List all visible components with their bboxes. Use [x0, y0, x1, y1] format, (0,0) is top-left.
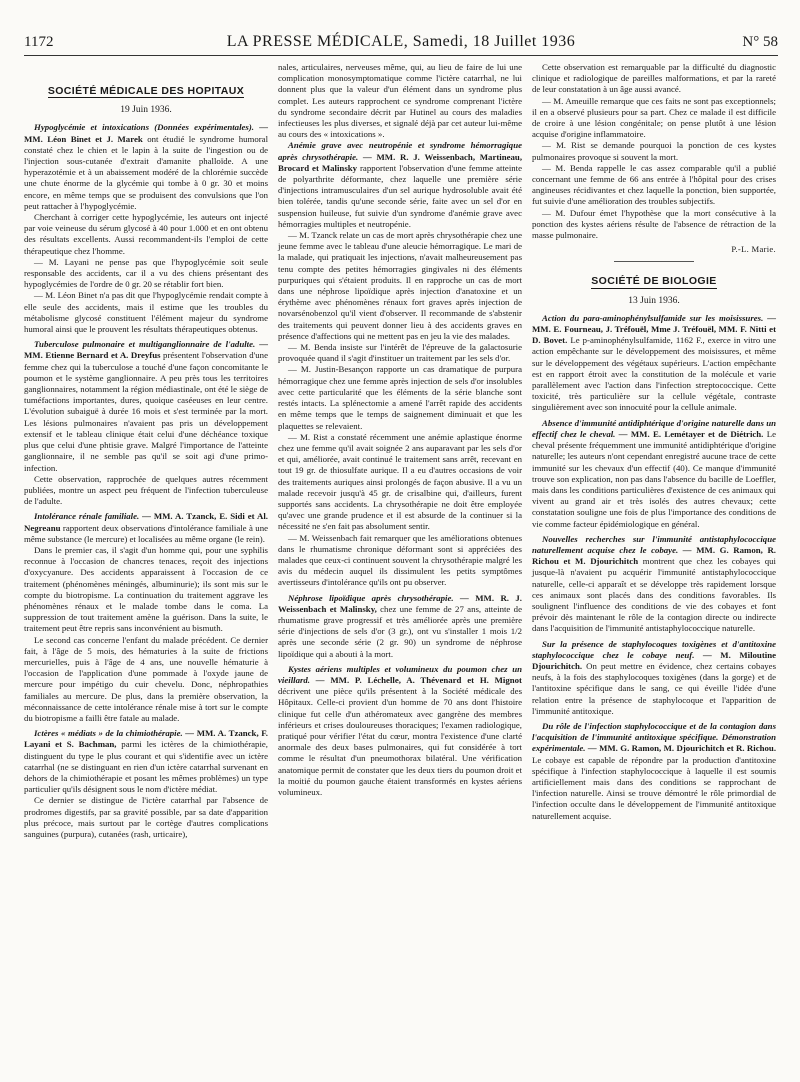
article-title: Nouvelles recherches sur l'immunité antistaphylococcique naturellement acquise chez le cobaye. — [532, 533, 776, 555]
page-header [24, 0, 778, 56]
article-title: Hypoglycémie et intoxications (Données expérimentales). — [34, 122, 268, 133]
article-body: Le cobaye est capable de répondre par la production d'antitoxine spécifique à l'infection staphylococcique à laquelle il est soumis artificiellement mais dans des conditions se rapprochant de l'infection naturelle. Ainsi se trouve démontré le rôle primordial de l'infection occulte dans le développement de l'immunité antitoxique naturellement acquise. [532, 754, 776, 821]
article-authors: MM. R. J. Weissenbach et Malinsky, [278, 592, 523, 614]
article-title: Intolérance rénale familiale. — [34, 511, 151, 522]
article-body: rapportent deux observations d'intolérance familiale à une même substance (le mercure) et localisées au même organe (le rein). [24, 522, 269, 544]
paragraph: Ce dernier se distingue de l'ictère catarrhal par l'absence de prodromes digestifs, par sa gravité possible, par sa date d'apparition plus précoce, mais surtout par le cortège d'autres complications sanguines (purpura), cutanées (rash, urticaire), [24, 795, 268, 839]
article-body: On peut mettre en évidence, chez certains cobayes neufs, à la fois des staphylocoques toxigènes (dans la gorge) et de l'antitoxine spécifique dans le sang, ce qui éveille l'idée d'une relation entre la présence de staphylocoque et l'apparition de l'immunité antitoxique. [532, 660, 776, 716]
paragraph: Cherchant à corriger cette hypoglycémie, les auteurs ont injecté par voie veineuse du sérum glycosé à 40 pour 1.000 et en ont obtenu des résultats excellents. Aussi recommandent-ils l'emploi de cette thérapeutique chez l'homme. [24, 212, 268, 256]
article [532, 534, 776, 635]
article-body: décrivent une pièce qu'ils présentent à la Société médicale des Hôpitaux. Celle-ci provient d'un homme de 70 ans dont l'histoire clinique fut celle d'un athéromateux avec gangrène des membres inférieurs et crises douloureuses thoraciques; l'examen radiologique, pratiqué pour vérifier l'état du cœur, montra l'existence d'une clarté anormale des deux bases pulmonaires, qui fut considérée à tort comme le résultat d'un pneumothorax bilatéral. Une vérification anatomique permit de constater que les deux tiers du poumon droit et la moitié du poumon gauche étaient transformés en kystes aériens volumineux. [278, 686, 522, 797]
article-authors: MM. E. Lemétayer et de Diétrich. [630, 428, 764, 439]
paragraph: — M. Tzanck relate un cas de mort après chrysothérapie chez une jeune femme avec le tableau d'une aleucie hémorragique. Le mari de la malade, qui pratiquait les injections, n'avait malheureusement pas tenu compte des petites hémorragies gingivales ni des éléments purpuriques qui s'étaient produits. Il en rapproche un cas de mort dans une néphrose lipoïdique après injection d'anatoxine et un érythème avec phénomènes rénaux fort graves après injection de novarsénobenzol qu'il vient d'observer. Il recommande de s'abstenir des traitements qui peuvent donner lieu à des accidents graves en présence d'affections qui ne mettent pas en jeu la vie des malades. [278, 230, 522, 341]
paragraph: — M. Layani ne pense pas que l'hypoglycémie soit seule responsable des accidents, car il a vu des chiens présentant des hypoglycémies de l'ordre de 0 gr. 20 se rétablir fort bien. [24, 256, 268, 290]
article-authors: MM. G. Ramon, R. Richou et M. Djourichitch [532, 544, 776, 567]
paragraph: Dans le premier cas, il s'agit d'un homme qui, pour une syphilis reconnue à l'occasion de chancres tenaces, reçoit des injections d'oxycyanure. Des accidents apparaissent à l'occasion de ce traitement (phénomènes méningés, albuminurie); ils sont mis sur le compte du biotropisme. La continuation du traitement aggrave les phénomènes rénaux et le malade tombe dans le coma. La suppression de tout traitement amène la guérison. Dans la suite, le traitement peut être repris sans inconvénient au bismuth. [24, 544, 268, 634]
paragraph: — M. Ameuille remarque que ces faits ne sont pas exceptionnels; il en a observé plusieurs pour sa part. Chez ce malade il est difficile de croire à une lésion congénitale; on pense plutôt à une lésion acquise d'origine inflammatoire. [532, 95, 776, 140]
article-authors: MM. P. Léchelle, A. Thévenard et H. Mignot [330, 674, 522, 685]
article-title: Néphrose lipoïdique après chrysothérapie. — [288, 592, 469, 603]
paragraph: — M. Justin-Besançon rapporte un cas dramatique de purpura hémorragique chez une femme après injection de sels d'or insolubles avec cette particularité que les éléments de la série blanche sont restés intacts. La splénectomie a amené l'arrêt rapide des accidents en même temps que le temps de saignement diminuait et que les plaquettes se relevaient. [278, 364, 522, 431]
article [278, 664, 522, 798]
paragraph: nales, articulaires, nerveuses même, qui, au lieu de faire de lui une complication monosymptomatique comme l'ictère catarrhal, ne lui donnent plus que la valeur d'un élément dans un syndrome plus complet. Les auteurs rapprochent ce syndrome comprenant l'ictère du syndrome secondaire décrit par Hutinel au cours des maladies infectieuses les plus diverses, et signalé déjà par cet auteur lui-même au cours des « intoxications ». [278, 62, 522, 140]
article-title: Du rôle de l'infection staphylococcique et de la contagion dans l'acquisition de l'immunité antitoxique spécifique. Démonstration expérimentale. — [532, 720, 776, 754]
publication-title: LA PRESSE MÉDICALE, Samedi, 18 Juillet 1936 [226, 33, 576, 50]
article-title: Absence d'immunité antidiphtérique d'origine naturelle dans un effectif chez le cheval. — [532, 417, 776, 439]
column-1 [24, 62, 268, 844]
paragraph: Cette observation est remarquable par la difficulté du diagnostic clinique et radiologique de pareilles malformations, et par la rareté de leur constatation à un âge aussi avancé. [532, 62, 776, 95]
issue-number: N° 58 [742, 34, 778, 50]
paragraph: — M. Dufour émet l'hypothèse que la mort consécutive à la ponction des kystes aériens résulte de l'absence de rétraction de la masse pulmonaire. [532, 207, 776, 241]
article [24, 122, 268, 335]
section-date: 13 Juin 1936. [628, 295, 680, 306]
column-3 [532, 62, 776, 844]
article-body: chez une femme de 27 ans, atteinte de rhumatisme grave progressif et très améliorée après une première série d'injections de sels d'or (3 gr.), ont vu s'installer 1 mois 1/2 après une seconde série (2 gr. 90) un syndrome de néphrose lipoïdique qui a abouti à la mort. [278, 603, 522, 659]
article-authors: M. Miloutine Djourichitch. [532, 649, 776, 671]
article-title: Anémie grave avec neutropénie et syndrome hémorragique après chrysothérapie. — [278, 140, 522, 162]
article-body: parmi les ictères de la chimiothérapie, distinguent du type le plus courant et qui s'identifie avec un ictère catarrhal (ne se distinguant en rien d'un ictère catarrhal survenant en dehors de la chimiothérapie et posant les mêmes problèmes) un type particulier qu'ils désignent sous le nom d'ictère médiat. [24, 739, 268, 795]
article-authors: MM. A. Tzanck, E. Sidi et Al. Negreanu [24, 511, 268, 533]
article-authors: MM. R. J. Weissenbach, Martineau, Brocard et Malinsky [278, 151, 523, 173]
article-authors: MM. E. Fourneau, J. Tréfouël, Mme J. Tréfouël, MM. F. Nitti et D. Bovet. [532, 324, 776, 346]
article [24, 339, 268, 507]
article [24, 511, 268, 724]
page-number: 1172 [24, 34, 54, 50]
article-body: ont étudié le syndrome humoral constaté chez le chien et le lapin à la suite de l'ingestion ou de l'injection sous-cutanée d'extrait d'amanite phalloïde. A une hyperazotémie et à un abaissement modéré de la chlorémie succède une chute énorme de la glycémie qui tombe à 0 gr. 30 et moins encore, en même temps que se produisent des convulsions que l'on peut rattacher à l'hypoglycémie. [24, 133, 269, 211]
article-title: Ictères « médiats » de la chimiothérapie. — [34, 728, 195, 739]
article-body: Le p-aminophénylsulfamide, 1162 F., exerce in vitro une action empêchante sur le développement des moisissures, et même sur le développement des végétaux supérieurs. L'action empêchante est en rapport étroit avec la constitution de la molécule et varie parallèlement avec l'action dans l'infection streptococcique. Cette toxicité, très particulière sur la cellule végétale, contraste singulièrement avec son innocuité pour la cellule animale. [532, 335, 777, 413]
paragraph: — M. Benda rappelle le cas assez comparable qu'il a publié concernant une femme de 66 ans entrée à l'hôpital pour des crises angineuses récidivantes et chez laquelle la ponction, bien supportée, fut suivie d'une amélioration des troubles subjectifs. [532, 162, 776, 207]
paragraph: — M. Benda insiste sur l'intérêt de l'épreuve de la galactosurie provoquée quand il s'agit d'instituer un traitement par les sels d'or. [278, 342, 522, 364]
article [532, 639, 776, 717]
paragraph: — M. Weissenbach fait remarquer que les améliorations obtenues dans le rhumatisme chronique déformant sont si appréciées des malades que ceux-ci continuent souvent la chrysothérapie malgré les avis du médecin auquel ils dissimulent les petits symptômes avertisseurs d'intolérance qu'ils ont pu observer. [278, 532, 522, 588]
article-title: Tuberculose pulmonaire et multiganglionnaire de l'adulte. — [34, 339, 268, 350]
article-authors: MM. G. Ramon, M. Djourichitch et R. Richou. [599, 743, 777, 754]
section-title: SOCIÉTÉ MÉDICALE DES HOPITAUX [47, 85, 245, 97]
article-body: rapportent l'observation d'une femme atteinte de polyarthrite déformante, chez laquelle une première série d'injections intramusculaires d'un sel aurique hydrosoluble avait été bien tolérée, tandis qu'une seconde série, faite avec un sel d'or en suspension huileuse, fut suivie d'un syndrome d'anémie grave avec hémorragies multiples et neutropénie. [278, 162, 523, 229]
article [278, 593, 522, 660]
article-authors: MM. Léon Binet et J. Marek [24, 133, 143, 144]
article-title: Action du para-aminophénylsulfamide sur les moisissures. — [542, 312, 776, 323]
column-2 [278, 62, 522, 844]
article [532, 313, 776, 414]
paragraph: Cette observation, rapprochée de quelques autres récemment publiées, montre un aspect peu fréquent de l'infection tuberculeuse de l'adulte. [24, 473, 268, 507]
article [278, 140, 522, 588]
signature: P.-L. Marie. [731, 244, 776, 255]
paragraph: Le second cas concerne l'enfant du malade précédent. Ce dernier fait, à l'âge de 5 mois, des hématuries à la suite de frictions mercurielles, puis à l'âge de 4 ans, une nouvelle hématurie à l'occasion de l'application d'une pommade à l'oxyde jaune de mercure pour impétigo du cuir chevelu. Donc, néphropathies familiales au mercure. De plus, dans la première observation, la méconnaissance de cette intolérance rénale mise à tort sur le compte du biotropisme a failli être fatale au malade. [24, 634, 268, 723]
article-title: Sur la présence de staphylocoques toxigènes et d'antitoxine staphylococcique chez le cobaye neuf. — [532, 638, 776, 660]
section-title: SOCIÉTÉ DE BIOLOGIE [591, 275, 717, 288]
columns [24, 62, 778, 844]
section-date: 19 Juin 1936. [120, 105, 172, 116]
article-title: Kystes aériens multiples et volumineux du poumon chez un vieillard. — [278, 663, 522, 685]
article-authors: MM. A. Tzanck, F. Layani et S. Bachman, [24, 728, 268, 750]
article-body: montrent que chez les cobayes qui jusque-là n'avaient pu acquérir l'immunité antistaphylococcique naturelle, celle-ci apparaît et se développe très rapidement lorsque ces animaux sont placés dans des conditions favorables. Ils soulignent l'influence des conditions de vie des cobayes et font prévoir dès maintenant le rôle de la contagion directe ou indirecte dans l'acquisition de l'immunité antistaphylococcique naturelle. [532, 556, 776, 634]
article [532, 721, 776, 822]
article-body: Le cheval présente fréquemment une immunité antidiphtérique d'origine naturelle; les auteurs n'ont cependant enregistré aucune trace de cette immunité sur les chevaux d'un effectif (40). Ce manque d'immunité trouve son explication, non pas dans l'absence du bacille de Loeffler, mais dans les conditions particulières d'existence de ces animaux qui vivent au grand air et très isolés des autres chevaux; cette constatation souligne une fois de plus l'importance des conditions de vie comme facteur épidémiologique en général. [532, 428, 777, 529]
article [24, 728, 268, 840]
paragraph: — M. Rist a constaté récemment une anémie aplastique énorme chez une femme qu'il avait soignée 2 ans auparavant par les sels d'or et qui, améliorée, avait continué le traitement sans arrêt, recevant en tout 19 gr. de thiosulfate aurique. Il a eu d'autres occasions de voir des traitements auriques ainsi prolongés de façon abusive. Il a vu un malade recevoir jusqu'à 45 gr. de crisalbine qui, d'ailleurs, furent supportés sans accidents. La chrysothérapie ne doit être employée qu'avec une grande prudence et il est absurde de la continuer si la nécessité ne s'en fait pas absolument sentir. [278, 431, 522, 532]
paragraph: — M. Léon Binet n'a pas dit que l'hypoglycémie rendait compte à elle seule des accidents, mais il estime que les troubles du métabolisme glycosé constituent l'élément majeur du syndrome humoral ainsi que le prouvent les résultats thérapeutiques obtenus. [24, 290, 268, 335]
article-authors: MM. Etienne Bernard et A. Dreyfus [24, 350, 161, 361]
article [532, 418, 776, 530]
paragraph: — M. Rist se demande pourquoi la ponction de ces kystes pulmonaires provoque si souvent la mort. [532, 140, 776, 162]
article-body: présentent l'observation d'une femme chez qui la tuberculose a touché d'une façon concomitante le poumon et le système ganglionnaire. A peu près tous les territoires ganglionnaires, notamment la région médiastinale, ont été le siège de tuméfactions importantes, dures, quoique caséeuses en leur centre. L'évolution subaiguë à durée 16 mois et s'est terminée par la mort. Les lésions pulmonaires n'avaient pas pris un développement extensif et le tableau clinique était celui d'une déchéance toxique plus que celui d'une phtisie grave. Malgré l'importance de l'atteinte ganglionnaire, il ne semble pas qu'il se soit agi d'une primo-infection. [24, 350, 268, 473]
